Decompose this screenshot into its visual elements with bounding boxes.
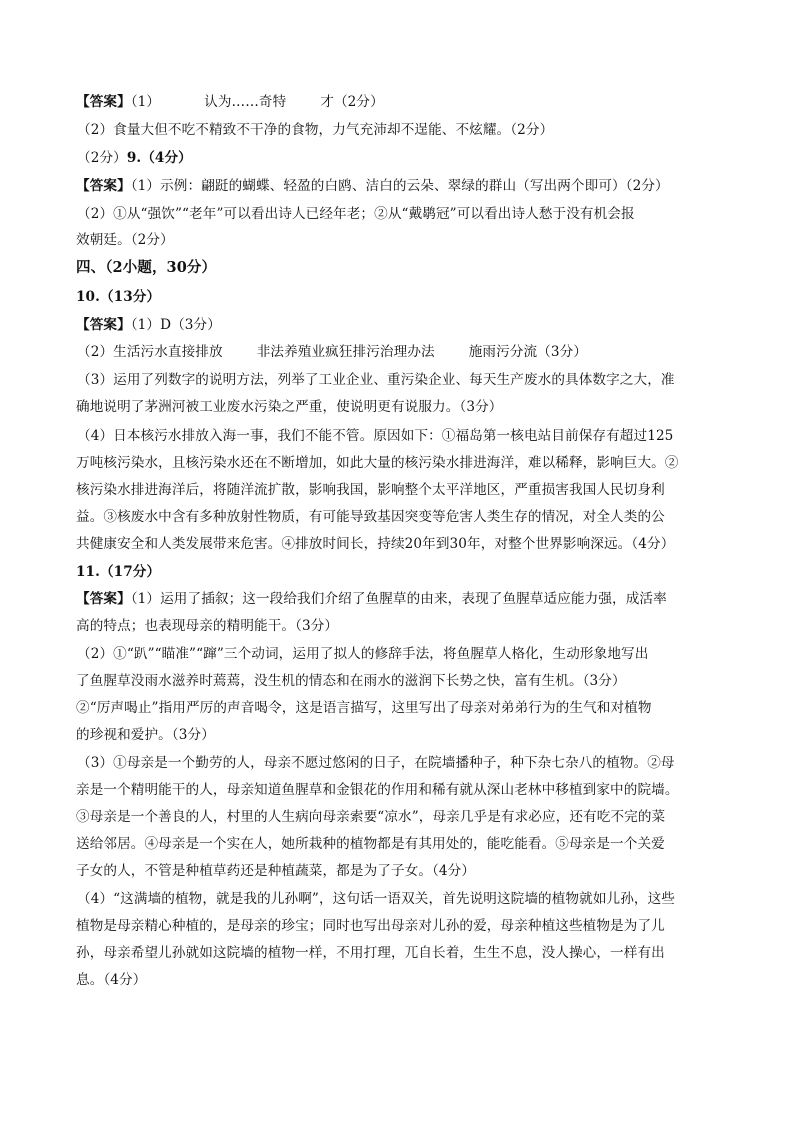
question-10-heading: 10.（13分） — [76, 289, 161, 305]
answer-line-9-2: （2）①从“强饮”“老年”可以看出诗人已经年老；②从“戴鹖冠”可以看出诗人愁于没有机会报 — [77, 206, 635, 222]
answer-line-8-2: （2）食量大但不吃不精致不干净的食物，力气充沛却不逞能、不炫耀。（2分） — [77, 122, 554, 138]
answer-line-11-1a: 【答案】（1）运用了插叙；这一段给我们介绍了鱼腥草的由来，表现了鱼腥草适应能力强，成活率 — [76, 591, 667, 607]
answer-label: 【答案】 — [76, 317, 131, 333]
answer-line-11-2b: 了鱼腥草没雨水滋养时蔫蔫，没生机的情态和在雨水的滋润下长势之快，富有生机。（3分） — [76, 673, 626, 689]
answer-line-10-2: （2）生活污水直接排放 非法养殖业疯狂排污治理办法 施雨污分流（3分） — [77, 344, 588, 360]
answer-line-11-1b: 高的特点；也表现母亲的精明能干。（3分） — [76, 618, 339, 634]
answer-line-11-2a: （2）①“趴”“瞄准”“蹿”三个动词，运用了拟人的修辞手法，将鱼腥草人格化，生动形象地写出 — [77, 646, 649, 662]
answer-line-9-3: 效朝廷。（2分） — [76, 232, 174, 248]
answer-line-10-4a: （4）日本核污水排放入海一事，我们不能不管。原因如下：①福岛第一核电站目前保存有超过125 — [77, 428, 674, 444]
answer-line-10-4b: 万吨核污染水，且核污染水还在不断增加，如此大量的核污染水排进海洋，难以稀释，影响巨大。② — [76, 455, 679, 471]
answer-line-10-3a: （3）运用了列数字的说明方法，列举了工业企业、重污染企业、每天生产废水的具体数字之大，准 — [77, 372, 675, 388]
answer-line-10-1: 【答案】（1）D（3分） — [76, 317, 221, 333]
answer-line-11-4b: 植物是母亲精心种植的，是母亲的珍宝；同时也写出母亲对儿孙的爱，母亲种植这些植物是为了儿 — [76, 918, 665, 934]
answer-line-11-2d: 的珍视和爱护。（3分） — [76, 727, 215, 743]
answer-line-11-3c: ③母亲是一个善良的人，村里的人生病向母亲索要“凉水”，母亲几乎是有求必应，还有吃不完的菜 — [76, 809, 666, 825]
answer-line-9-1: 【答案】（1）示例：翩跹的蝴蝶、轻盈的白鸥、洁白的云朵、翠绿的群山（写出两个即可）（2分） — [76, 178, 669, 194]
answer-line-11-3e: 子女的人，不管是种植草药还是种植蔬菜，都是为了子女。（4分） — [76, 863, 476, 879]
answer-label: 【答案】 — [76, 94, 131, 110]
question-11-heading: 11.（17分） — [76, 564, 161, 580]
answer-line-11-3a: （3）①母亲是一个勤劳的人，母亲不愿过悠闲的日子，在院墙播种子，种下杂七杂八的植物。②母 — [77, 755, 675, 771]
answer-line-11-4d: 息。（4分） — [76, 972, 147, 988]
answer-line-11-3d: 送给邻居。④母亲是一个实在人，她所栽种的植物都是有其用处的，能吃能看。⑤母亲是一个关爱 — [76, 836, 665, 852]
answer-label: 【答案】 — [76, 178, 131, 194]
answer-line-11-3b: 亲是一个精明能干的人，母亲知道鱼腥草和金银花的作用和稀有就从深山老林中移植到家中的院墙。 — [76, 782, 679, 798]
answer-line-11-4a: （4）“这满墙的植物，就是我的儿孙啊”，这句话一语双关，首先说明这院墙的植物就如儿孙，这些 — [77, 891, 675, 907]
answer-line-11-2c: ②“厉声喝止”指用严厉的声音喝令，这是语言描写，这里写出了母亲对弟弟行为的生气和对植物 — [76, 700, 652, 716]
answer-label: 【答案】 — [76, 591, 131, 607]
answer-line-10-4c: 核污染水排进海洋后，将随洋流扩散，影响我国，影响整个太平洋地区，严重损害我国人民切身利 — [76, 482, 665, 498]
question-9-heading: （2分）9.（4分） — [77, 150, 192, 166]
answer-line-10-4d: 益。③核废水中含有多种放射性物质，有可能导致基因突变等危害人类生存的情况，对全人类的公 — [76, 509, 665, 525]
answer-line-8-1: 【答案】（1） 认为……奇特 才（2分） — [76, 94, 384, 110]
answer-line-10-3b: 确地说明了茅洲河被工业废水污染之严重，使说明更有说服力。（3分） — [76, 399, 503, 415]
answer-line-11-4c: 孙，母亲希望儿孙就如这院墙的植物一样，不用打理，兀自长着，生生不息，没人操心，一样有出 — [76, 945, 665, 961]
answer-line-10-4e: 共健康安全和人类发展带来危害。④排放时间长，持续20年到30年，对整个世界影响深远。（4分） — [76, 536, 675, 552]
section-4-heading: 四、（2小题，30分） — [76, 259, 217, 276]
